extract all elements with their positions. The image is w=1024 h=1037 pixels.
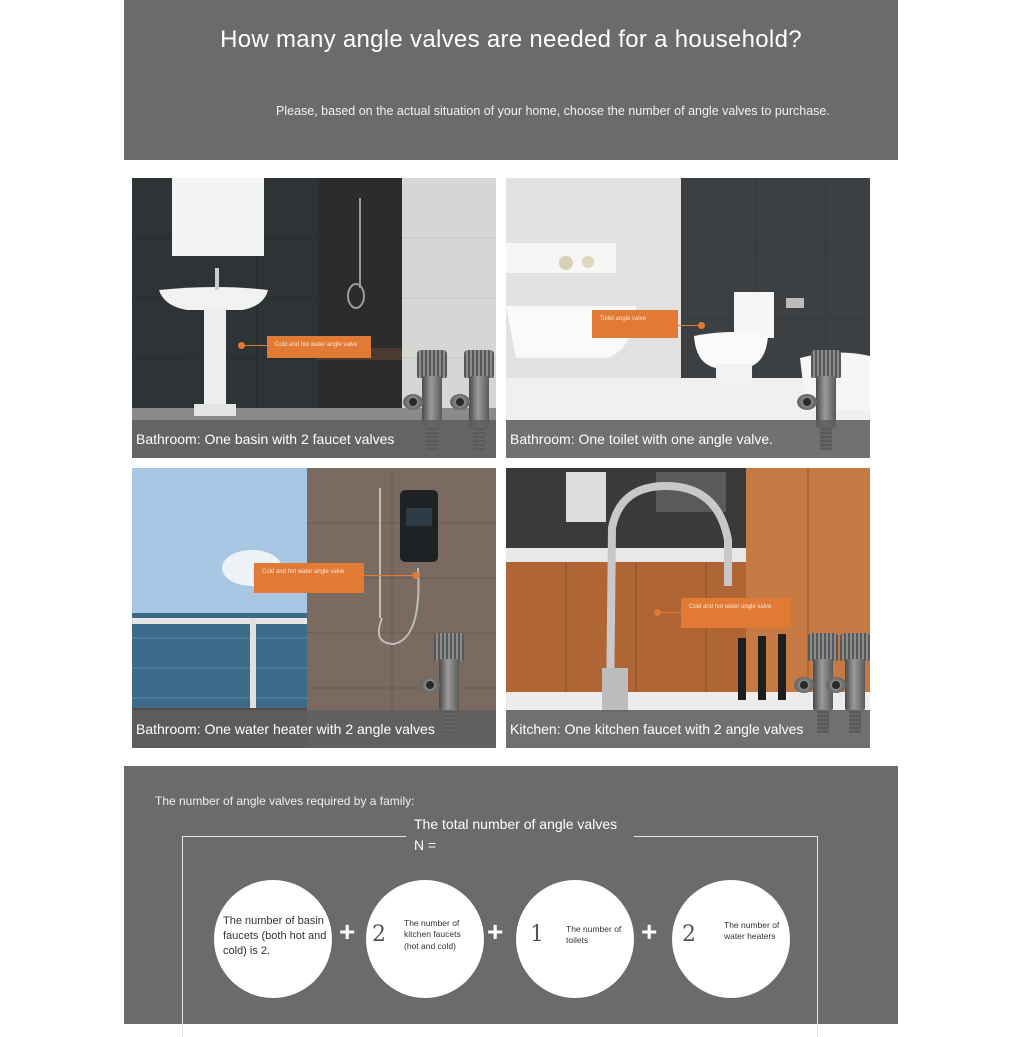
plus-operator: +: [641, 916, 658, 947]
term-number: 2: [682, 922, 696, 947]
valve-tag-label: Toilet angle valve: [592, 310, 678, 338]
tile-caption: Bathroom: One water heater with 2 angle valves: [132, 710, 496, 748]
tile-basin: [132, 178, 496, 458]
term-circle-toilet: [516, 880, 634, 998]
header-banner: [124, 0, 898, 160]
page: [124, 0, 898, 1024]
tile-water-heater: [132, 468, 496, 748]
tag-connector: [364, 575, 412, 576]
tag-marker: [654, 609, 661, 616]
tag-marker: [698, 322, 705, 329]
tag-marker: [412, 572, 419, 579]
tag-marker: [238, 342, 245, 349]
formula-label: The number of angle valves required by a family:: [155, 794, 415, 808]
tile-caption: Bathroom: One toilet with one angle valve.: [506, 420, 870, 458]
tag-connector: [245, 345, 267, 346]
term-text: The number of toilets: [566, 924, 622, 946]
term-circle-kitchen: [366, 880, 484, 998]
plus-operator: +: [339, 916, 356, 947]
term-text: The number of kitchen faucets (hot and cold): [404, 918, 461, 951]
tile-kitchen: [506, 468, 870, 748]
tile-caption: Kitchen: One kitchen faucet with 2 angle valves: [506, 710, 870, 748]
formula-section: [124, 766, 898, 1024]
term-number: 1: [530, 922, 544, 947]
tag-connector: [678, 325, 698, 326]
tile-toilet: [506, 178, 870, 458]
tile-caption: Bathroom: One basin with 2 faucet valves: [132, 420, 496, 458]
plus-operator: +: [487, 916, 504, 947]
valve-tag-label: Cold and hot water angle valve: [681, 598, 791, 628]
tag-connector: [661, 612, 681, 613]
term-circle-water-heater: [672, 880, 790, 998]
term-text: The number of water heaters: [724, 920, 780, 942]
page-title: How many angle valves are needed for a household?: [220, 26, 802, 53]
valve-tag-label: Cold and hot water angle valve: [254, 563, 364, 593]
total-label: The total number of angle valves N =: [414, 816, 618, 853]
page-subtitle: Please, based on the actual situation of your home, choose the number of angle valves to purchase.: [276, 104, 830, 118]
term-number: 2: [372, 922, 386, 947]
term-circle-basin: [214, 880, 332, 998]
valve-tag-label: Cold and hot water angle valve: [267, 336, 371, 358]
term-text: The number of basin faucets (both hot and cold) is 2.: [223, 915, 327, 957]
